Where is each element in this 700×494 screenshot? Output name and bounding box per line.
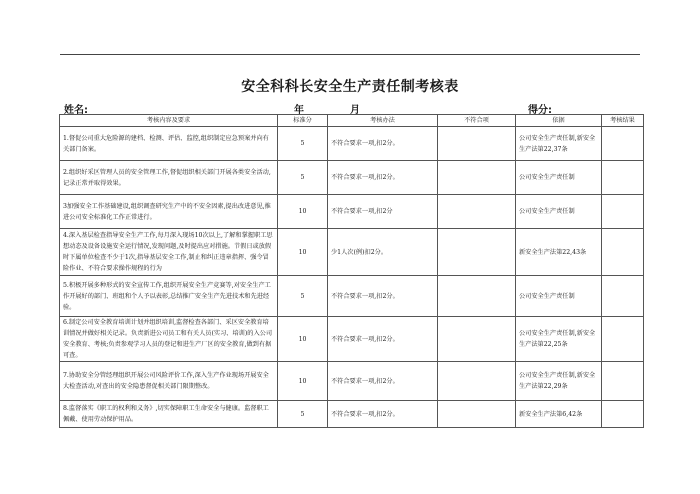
header-result: 考核结果	[602, 115, 644, 127]
table-row	[60, 161, 644, 195]
content-cell: 8.监督落实《职工的权利和义务》,切实保障职工生命安全与健康。监督职工佩戴、使用劳动保护用品。	[60, 401, 278, 428]
content-cell: 1.督促公司重大危险源的建档、检测、评估、监控,组织制定应急预案并向有关部门备案。	[60, 127, 278, 161]
basis-cell: 公司安全生产责任制,新安全生产法第22,25条	[516, 317, 602, 362]
content-cell: 7.协助安全分管经理组织开展公司风险评价工作,深入生产作业现场开展安全大检查活动,对查出的安全隐患督促相关部门限期整改。	[60, 362, 278, 401]
result-cell[interactable]	[602, 362, 644, 401]
nonconformity-cell[interactable]	[438, 362, 516, 401]
nonconformity-cell[interactable]	[438, 317, 516, 362]
score-cell: 5	[278, 161, 328, 195]
content-cell: 3加强安全工作基础建设,组织调查研究生产中的不安全因素,提出改进意见,推进公司安全标准化工作正常进行。	[60, 195, 278, 229]
score-cell: 10	[278, 195, 328, 229]
table-row	[60, 401, 644, 428]
page-title: 安全科科长安全生产责任制考核表	[241, 79, 459, 95]
score-cell: 10	[278, 229, 328, 276]
score-cell: 5	[278, 401, 328, 428]
header-basis: 依据	[516, 115, 602, 127]
score-label: 得分:	[528, 105, 552, 116]
table-row	[60, 317, 644, 362]
score-cell: 5	[278, 276, 328, 317]
result-cell[interactable]	[602, 317, 644, 362]
year-label: 年	[294, 105, 304, 116]
header-score: 标准分	[278, 115, 328, 127]
basis-cell: 新安全生产法第6,42条	[516, 401, 602, 428]
method-cell: 少1人次(例)扣2分。	[328, 229, 438, 276]
score-cell: 10	[278, 317, 328, 362]
result-cell[interactable]	[602, 127, 644, 161]
table-row	[60, 127, 644, 161]
basis-cell: 公司安全生产责任制	[516, 161, 602, 195]
header-method: 考核办法	[328, 115, 438, 127]
content-cell: 4.深入基层检查指导安全生产工作,每月深入现场10次以上,了解和掌握职工思想动态及设备设施安全运行情况,发现问题,及时提出应对措施。节假日或放假时下属单位检查不少于1次,指导基层安全工作,制止和纠正违章指挥、强令冒险作业、不符合要求操作规程的行为	[60, 229, 278, 276]
result-cell[interactable]	[602, 229, 644, 276]
month-label: 月	[350, 105, 360, 116]
table-row	[60, 362, 644, 401]
assessment-table	[59, 114, 644, 428]
nonconformity-cell[interactable]	[438, 401, 516, 428]
method-cell: 不符合要求一项,扣2分。	[328, 401, 438, 428]
table-row	[60, 229, 644, 276]
basis-cell: 新安全生产法第22,43条	[516, 229, 602, 276]
result-cell[interactable]	[602, 195, 644, 229]
top-divider	[60, 54, 640, 55]
nonconformity-cell[interactable]	[438, 195, 516, 229]
method-cell: 不符合要求一项,扣2分。	[328, 362, 438, 401]
header-row	[60, 115, 644, 127]
nonconformity-cell[interactable]	[438, 161, 516, 195]
method-cell: 不符合要求一项,扣2分	[328, 195, 438, 229]
score-cell: 5	[278, 127, 328, 161]
method-cell: 不符合要求一项,扣2分。	[328, 317, 438, 362]
nonconformity-cell[interactable]	[438, 276, 516, 317]
content-cell: 2.组织好采区管理人员的安全管理工作,督促组织相关部门开展各类安全活动,记录正常并取得效果。	[60, 161, 278, 195]
basis-cell: 公司安全生产责任制,新安全生产法第22,37条	[516, 127, 602, 161]
method-cell: 不符合要求一项,扣2分。	[328, 127, 438, 161]
basis-cell: 公司安全生产责任制	[516, 276, 602, 317]
content-cell: 6.制定公司安全教育培训计划并组织培训,监督检查各部门、采区安全教育培训情况并做好相关记录。负责新进公司员工和有关人员(实习、培训)的入公司安全教育、考核;负责参观学习人员的登记和进生产厂区的安全教育,做到有据可查。	[60, 317, 278, 362]
header-nonconformity: 不符合项	[438, 115, 516, 127]
nonconformity-cell[interactable]	[438, 229, 516, 276]
name-label: 姓名:	[64, 105, 88, 116]
basis-cell: 公司安全生产责任制,新安全生产法第22,29条	[516, 362, 602, 401]
table-row	[60, 276, 644, 317]
result-cell[interactable]	[602, 401, 644, 428]
nonconformity-cell[interactable]	[438, 127, 516, 161]
method-cell: 不符合要求一项,扣2分。	[328, 161, 438, 195]
header-content: 考核内容及要求	[60, 115, 278, 127]
result-cell[interactable]	[602, 276, 644, 317]
table-row	[60, 195, 644, 229]
method-cell: 不符合要求一项,扣2分。	[328, 276, 438, 317]
content-cell: 5.积极开展多种形式的安全宣传工作,组织开展安全生产竞赛等,对安全生产工作开展好的部门、班组和个人予以表彰,总结推广安全生产先进技术和先进经验。	[60, 276, 278, 317]
result-cell[interactable]	[602, 161, 644, 195]
basis-cell: 公司安全生产责任制	[516, 195, 602, 229]
score-cell: 10	[278, 362, 328, 401]
